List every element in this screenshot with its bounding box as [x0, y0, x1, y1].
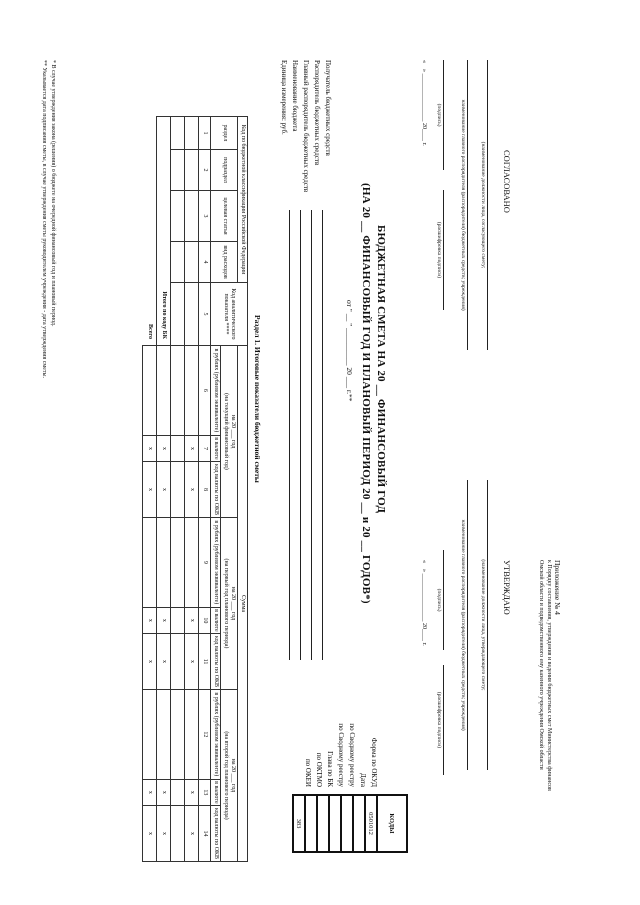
- appendix-label: Приложение № 4: [553, 560, 562, 615]
- approved-caption-manager: наименование главного распорядителя (распорядителя) бюджетных средств; учреждения): [460, 519, 466, 731]
- appendix-text-2: Омской области и подведомственного ему казенного учреждения Омской области: [538, 560, 544, 770]
- x-mark: x: [143, 806, 157, 862]
- codes-block: [292, 794, 408, 853]
- approved-caption-position: (наименование должности лица, утверждающего смету;: [480, 559, 486, 691]
- distributor-label: Распорядитель бюджетных средств: [313, 60, 321, 166]
- th-okv-2: код валюты по ОКВ: [211, 634, 221, 690]
- th-okv-1: код валюты по ОКВ: [211, 462, 221, 518]
- recipient-label: Получатель бюджетных средств: [324, 60, 332, 156]
- total-kbk-row: [157, 117, 171, 862]
- col-num: 13: [199, 779, 211, 805]
- codes-value-registry-2: [329, 795, 341, 852]
- codes-label-okud: Форма по ОКУД: [370, 737, 378, 787]
- x-mark: x: [185, 607, 199, 633]
- codes-value-okei: 383: [293, 795, 305, 852]
- table-row: [171, 117, 185, 862]
- th-analytic: Код аналитического показателя ****: [211, 283, 248, 346]
- codes-value-registry-1: [341, 795, 353, 852]
- approved-caption-decode: (расшифровка подписи): [436, 691, 442, 749]
- th-podrazdel: подраздел: [211, 150, 238, 191]
- appendix-text-1: к Порядку составления, утверждения и ведения бюджетных смет Министерства финансов: [546, 560, 552, 791]
- table-row: [185, 117, 199, 862]
- document-date: от " __ " __________ 20 ___ г.**: [345, 300, 354, 402]
- x-mark: x: [143, 435, 157, 461]
- th-currency-2: в валюте: [211, 607, 221, 633]
- codes-label-bk: Глава по БК: [326, 751, 334, 787]
- th-period-2: на 20 ___ год (на первый год планового периода): [221, 517, 238, 689]
- th-rub-1: в рублях (рублевом эквиваленте): [211, 346, 221, 436]
- col-num: 14: [199, 806, 211, 862]
- unit-label: Единица измерения: руб.: [280, 60, 288, 135]
- th-period-1: на 20 ___ год (на текущий финансовый год): [221, 346, 238, 518]
- x-mark: x: [157, 607, 171, 633]
- x-mark: x: [157, 779, 171, 805]
- x-mark: x: [157, 462, 171, 518]
- document-title: БЮДЖЕТНАЯ СМЕТА НА 20 __ ФИНАНСОВЫЙ ГОД: [375, 225, 387, 514]
- budget-name-label: Наименование бюджета: [291, 60, 299, 132]
- x-mark: x: [185, 806, 199, 862]
- col-num: 11: [199, 634, 211, 690]
- th-period-3: на 20 ___ год (на второй год планового периода): [221, 689, 238, 861]
- col-num: 10: [199, 607, 211, 633]
- th-currency-3: в валюте: [211, 779, 221, 805]
- col-num: 8: [199, 462, 211, 518]
- th-celevaya: целевая статья: [211, 191, 238, 242]
- total-kbk-label: Итого по коду БК: [157, 117, 171, 346]
- th-okv-3: код валюты по ОКВ: [211, 806, 221, 862]
- agreed-caption-decode: (расшифровка подписи): [436, 221, 442, 279]
- x-mark: x: [157, 634, 171, 690]
- th-kbk: Код по бюджетной классификации Российской Федерации: [238, 117, 248, 283]
- th-rub-3: в рублях (рублевом эквиваленте): [211, 689, 221, 779]
- col-num: 9: [199, 517, 211, 607]
- th-vid: вид расходов: [211, 242, 238, 283]
- th-currency-1: в валюте: [211, 435, 221, 461]
- col-num: 7: [199, 435, 211, 461]
- col-num: 2: [199, 150, 211, 191]
- x-mark: x: [185, 435, 199, 461]
- x-mark: x: [185, 462, 199, 518]
- x-mark: x: [143, 607, 157, 633]
- th-rub-2: в рублях (рублевом эквиваленте): [211, 517, 221, 607]
- section-title: Раздел 1. Итоговые показатели бюджетной сметы: [253, 315, 262, 483]
- th-sum: Сумма: [238, 346, 248, 862]
- col-num: 5: [199, 283, 211, 346]
- codes-label-registry-2: по Сводному реестру: [337, 723, 345, 787]
- x-mark: x: [157, 806, 171, 862]
- approved-title: УТВЕРЖДАЮ: [502, 560, 512, 615]
- main-distributor-label: Главный распорядитель бюджетных средств: [302, 60, 310, 193]
- document-subtitle: (НА 20 __ ФИНАНСОВЫЙ ГОД И ПЛАНОВЫЙ ПЕРИОД 20 __ и 20 __ ГОДОВ*): [360, 183, 372, 604]
- x-mark: x: [143, 779, 157, 805]
- agreed-caption-sign: (подпись): [436, 103, 442, 127]
- col-num: 12: [199, 689, 211, 779]
- agreed-caption-position: (наименование должности лица, согласующего смету;: [480, 141, 486, 269]
- col-num: 1: [199, 117, 211, 150]
- codes-header: КОДЫ: [377, 795, 407, 852]
- codes-label-okei: по ОКЕИ: [304, 758, 312, 787]
- x-mark: x: [185, 779, 199, 805]
- th-razdel: раздел: [211, 117, 238, 150]
- codes-value-date: [353, 795, 365, 852]
- x-mark: x: [157, 435, 171, 461]
- total-row: [143, 117, 157, 862]
- codes-label-oktmo: по ОКТМО: [315, 752, 323, 787]
- footnote-1: * В случае утверждения закона (решения) о бюджете на очередной финансовый год и плановый период.: [50, 60, 56, 327]
- approved-date: « » ________________ 20____ г.: [421, 560, 427, 646]
- codes-value-okud: 0501012: [365, 795, 377, 852]
- col-num: 4: [199, 242, 211, 283]
- codes-value-oktmo: [305, 795, 317, 852]
- codes-label-registry-1: по Сводному реестру: [348, 723, 356, 787]
- x-mark: x: [143, 462, 157, 518]
- x-mark: x: [143, 634, 157, 690]
- agreed-date: « » ________________ 20____ г.: [421, 60, 427, 146]
- x-mark: x: [185, 634, 199, 690]
- agreed-caption-manager: наименование главного распорядителя (распорядителя) бюджетных средств; учреждения): [460, 99, 466, 311]
- col-num: 3: [199, 191, 211, 242]
- total-label: Всего: [143, 117, 157, 346]
- approved-caption-sign: (подпись): [436, 588, 442, 612]
- col-num: 6: [199, 346, 211, 436]
- column-numbers-row: [199, 117, 211, 862]
- codes-label-date: Дата: [359, 773, 367, 787]
- indicators-table: [142, 116, 248, 862]
- footnote-2: ** Указывается дата подписания сметы, в случае утверждения сметы руководителем учреждения - дата утверждения сметы.: [41, 60, 47, 379]
- agreed-title: СОГЛАСОВАНО: [502, 150, 512, 213]
- codes-value-bk: [317, 795, 329, 852]
